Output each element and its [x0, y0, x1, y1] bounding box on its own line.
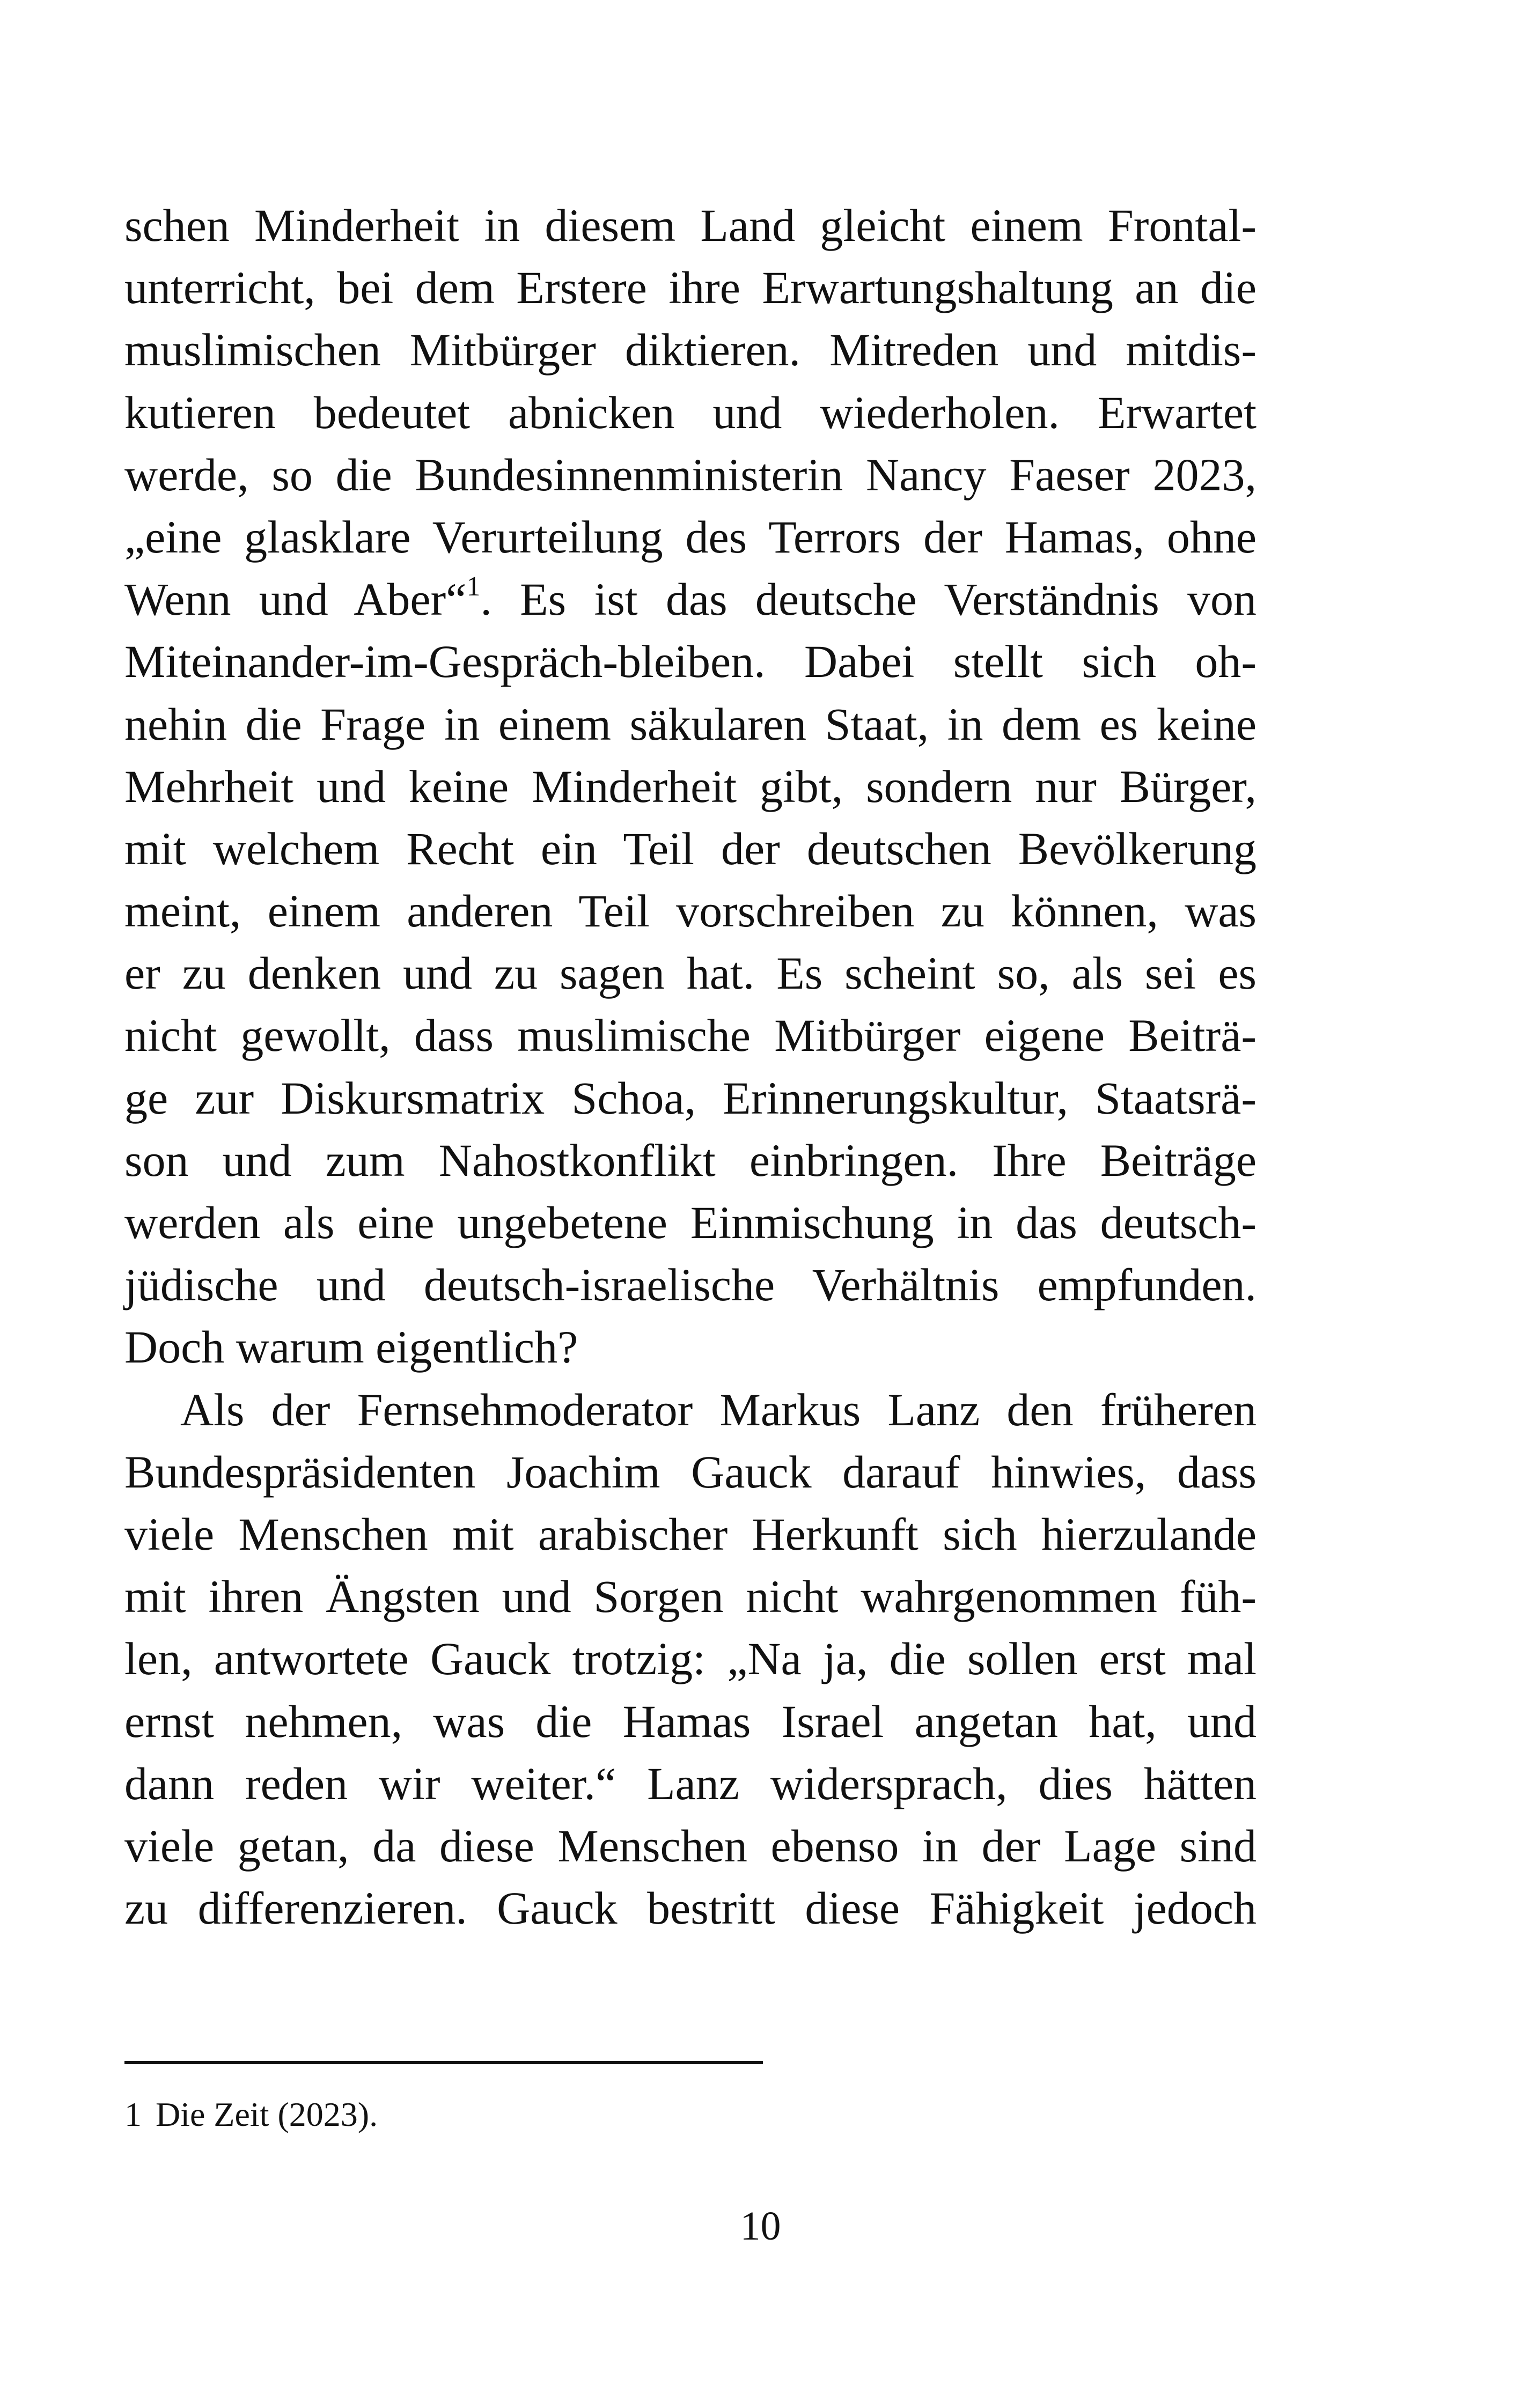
text-line: „eine glasklare Verurteilung des Terrors der Hamas, ohne [124, 511, 1257, 563]
text-line: ernst nehmen, was die Hamas Israel angetan hat, und [124, 1695, 1257, 1747]
text-line: schen Minderheit in diesem Land gleicht einem Frontal- [124, 200, 1257, 251]
text-line: werden als eine ungebetene Einmischung in das deutsch- [124, 1197, 1257, 1248]
text-line: len, antwortete Gauck trotzig: „Na ja, die sollen erst mal [124, 1633, 1257, 1685]
footnote-reference[interactable]: 1 [466, 571, 481, 602]
text-line: unterricht, bei dem Erstere ihre Erwartungshaltung an die [124, 262, 1257, 314]
text-line: werde, so die Bundesinnenministerin Nancy Faeser 2023, [124, 448, 1257, 500]
text-line: muslimischen Mitbürger diktieren. Mitreden und mitdis- [124, 324, 1257, 376]
text-line: Miteinander-im-Gespräch-bleiben. Dabei stellt sich oh- [124, 636, 1257, 688]
text-line: viele Menschen mit arabischer Herkunft sich hierzulande [124, 1508, 1257, 1560]
text-line-with-footnote-ref [124, 568, 1257, 630]
page-number: 10 [740, 2204, 781, 2249]
text-line: viele getan, da diese Menschen ebenso in der Lage sind [124, 1820, 1257, 1872]
body-text [124, 194, 1257, 1939]
text-line: nicht gewollt, dass muslimische Mitbürger eigene Beiträ- [124, 1010, 1257, 1062]
text-line: meint, einem anderen Teil vorschreiben zu können, was [124, 885, 1257, 937]
text-line-paragraph-start: Als der Fernsehmoderator Markus Lanz den früheren [180, 1383, 1257, 1435]
text-line: dann reden wir weiter.“ Lanz widersprach, dies hätten [124, 1757, 1257, 1809]
text-line: mit welchem Recht ein Teil der deutschen Bevölkerung [124, 822, 1257, 874]
text-line: mit ihren Ängsten und Sorgen nicht wahrgenommen füh- [124, 1571, 1257, 1623]
text-line: kutieren bedeutet abnicken und wiederholen. Erwartet [124, 386, 1257, 438]
footnote-divider [124, 2061, 763, 2064]
text-line: zu differenzieren. Gauck bestritt diese Fähigkeit jedoch [124, 1882, 1257, 1934]
text-line: Bundespräsidenten Joachim Gauck darauf hinwies, dass [124, 1446, 1257, 1498]
text-line: son und zum Nahostkonflikt einbringen. Ihre Beiträge [124, 1134, 1257, 1186]
footnote-text: Die Zeit (2023). [156, 2095, 378, 2133]
footnote-number: 1 [124, 2095, 142, 2133]
text-line: jüdische und deutsch-israelische Verhältnis empfunden. [124, 1259, 1257, 1311]
text-line: Mehrheit und keine Minderheit gibt, sondern nur Bürger, [124, 760, 1257, 812]
text-line-paragraph-end: Doch warum eigentlich? [124, 1321, 578, 1373]
text-fragment: Wenn und Aber“ [124, 573, 467, 625]
text-fragment: . Es ist das deutsche Verständnis von [480, 573, 1257, 625]
text-line: nehin die Frage in einem säkularen Staat, in dem es keine [124, 698, 1257, 750]
text-line: ge zur Diskursmatrix Schoa, Erinnerungskultur, Staatsrä- [124, 1072, 1257, 1124]
text-line: er zu denken und zu sagen hat. Es scheint so, als sei es [124, 947, 1257, 999]
footnote [124, 2093, 378, 2136]
